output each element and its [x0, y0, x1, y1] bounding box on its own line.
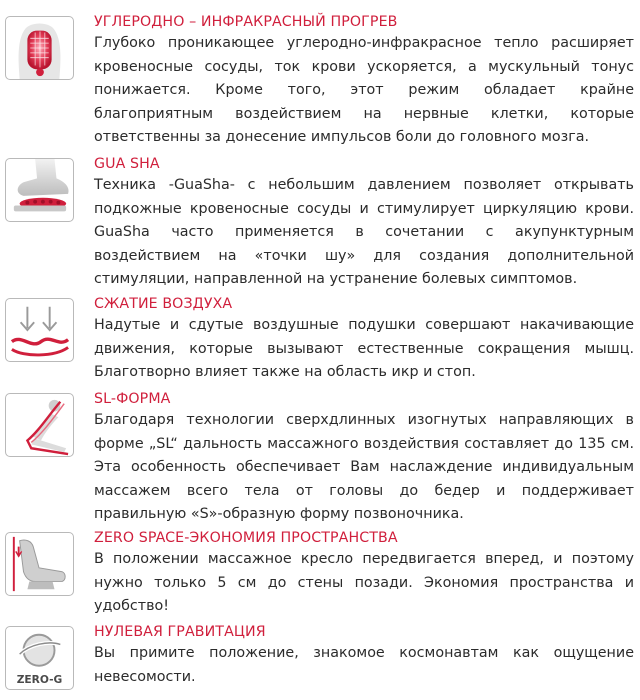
feature-description: Надутые и сдутые воздушные подушки совершают накачивающие движения, которые вызывают естественные сокращения мышц. Благотворно влияет также на область икр и стоп.	[94, 317, 634, 380]
feature-title: НУЛЕВАЯ ГРАВИТАЦИЯ	[94, 624, 266, 640]
feature-title: SL-ФОРМА	[94, 391, 171, 407]
sl-track-icon	[5, 393, 74, 457]
feature-description: Благодаря технологии сверхдлинных изогнутых направляющих в форме „SL“ дальность массажного воздействия составляет до 135 см. Эта особенность обеспечивает Вам наслаждение индивидуальным массажем всего тела от головы до бедер и поддерживает правильную «S»-образную форму позвоночника.	[94, 412, 634, 522]
feature-description: В положении массажное кресло передвигается вперед, и поэтому нужно только 5 см до стены позади. Экономия пространства и удобство!	[94, 551, 634, 614]
air-compression-icon	[5, 298, 74, 362]
zero-g-label: ZERO-G	[16, 673, 63, 687]
zero-g-icon	[5, 626, 74, 690]
feature-title: УГЛЕРОДНО – ИНФРАКРАСНЫЙ ПРОГРЕВ	[94, 14, 398, 30]
feature-title: ZERO SPACE-ЭКОНОМИЯ ПРОСТРАНСТВА	[94, 530, 398, 546]
zero-space-chair-icon	[5, 532, 74, 596]
infrared-heating-icon	[5, 16, 74, 80]
feature-description: Техника -GuaSha- с небольшим давлением позволяет открывать подкожные кровеносные сосуды и стимулирует циркуляцию крови. GuaSha часто применяется в сочетании с акупунктурным воздействием на «точки шу» для создания дополнительной стимуляции, направленной на устранение болевых симптомов.	[94, 177, 634, 287]
feature-description: Вы примите положение, знакомое космонавтам как ощущение невесомости.	[94, 645, 634, 685]
feature-title: GUA SHA	[94, 156, 160, 172]
feature-title: СЖАТИЕ ВОЗДУХА	[94, 296, 233, 312]
foot-massage-icon	[5, 158, 74, 222]
feature-description: Глубоко проникающее углеродно-инфракрасное тепло расширяет кровеносные сосуды, ток крови ускоряется, а мускульный тонус понижается. Кроме того, этот режим обладает крайне благоприятным воздействием на нервные клетки, которые ответственны за донесение импульсов боли до головного мозга.	[94, 35, 634, 145]
